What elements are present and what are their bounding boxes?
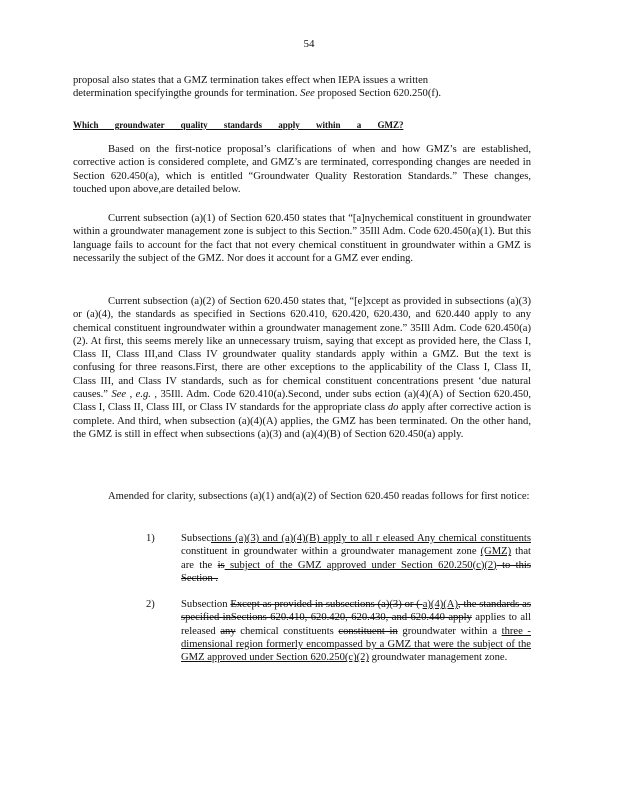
text-run: constituent in groundwater within a groundwater management zone (181, 546, 481, 558)
paragraph-4: Amended for clarity, subsections (a)(1) and(a)(2) of Section 620.450 readas follows for first notice: (108, 491, 530, 502)
deleted-text: Except as provided in subsections (a)(3) or ( (230, 599, 423, 611)
text-run: that are the (181, 546, 531, 571)
deleted-text: , the standards as specified inSections 620.410, 620.420, 620.430, and 620.440 apply (181, 599, 531, 624)
see-signal: See (111, 389, 127, 401)
inserted-text: tions (a)(3) and (a)(4)(B) apply to all r eleased Any chemical constituents (211, 533, 531, 544)
deleted-text: is (217, 559, 225, 571)
text-run: Subsection (181, 599, 231, 611)
inserted-text: (GMZ) (480, 546, 512, 558)
deleted-text: to this Section . (181, 559, 531, 584)
page-number: 54 (303, 38, 315, 50)
amended-list (146, 532, 531, 665)
intro-citation: proposed Section 620.250(f). (314, 88, 442, 100)
text-run: Subsec (181, 533, 212, 544)
inserted-text: a)(4)(A) (422, 599, 458, 611)
text-run: groundwater management zone. (369, 652, 508, 664)
item-1-number: 1) (146, 533, 155, 544)
inserted-text: three -dimensional region formerly encompassed by a GMZ that were the subject of the GMZ approved under Section 620.250(c)(2) (181, 625, 531, 664)
item-2-number: 2) (146, 599, 155, 611)
text-run: chemical constituents (235, 625, 339, 637)
item-2-text (181, 598, 531, 664)
paragraph-3-text-c: apply after corrective action is complete. And third, when subsection (a)(4)(A) applies, the GMZ has been terminated. On the other hand, the GMZ is still in effect when subsections (a)(3) and (a)(4)(B) of Section 620.450(a) apply. (73, 402, 531, 440)
deleted-text: constituent in (338, 625, 398, 637)
paragraph-1: Based on the first-notice proposal’s clarifications of when and how GMZ’s are established, corrective action is considered complete, and GMZ’s are terminated, corresponding changes are needed in Section 620.450(a), which is entitled “Groundwater Quality Restoration Standards.” These changes, touched upon above,are detailed below. (73, 144, 531, 195)
intro-text: determination specifyingthe grounds for termination. (73, 88, 298, 100)
section-heading (73, 119, 403, 132)
eg-signal: e.g. (135, 389, 151, 401)
paragraph-2: Current subsection (a)(1) of Section 620.450 states that “[a]nychemical constituent in groundwater within a groundwater management zone is subject to this Section.” 35Ill Adm. Code 620.450(a)(1). But this language fails to account for the fact that not every chemical constituent in groundwater within a GMZ is necessarily the subject of the GMZ. Nor does it account for a GMZ ever ending. (73, 213, 531, 264)
item-1-text (181, 532, 531, 585)
emphasis-do: do (387, 402, 399, 414)
list-item-2 (146, 598, 531, 664)
inserted-text: subject of the GMZ approved under Section 620.250(c)(2) (224, 559, 497, 571)
see-signal: See (300, 88, 315, 100)
list-item-1 (146, 532, 531, 585)
intro-paragraph (73, 74, 531, 101)
text-run: applies to all released (181, 612, 531, 637)
paragraph-3-text-b: , 35Ill. Adm. Code 620.410(a).Second, under subs ection (a)(4)(A) of Section 620.450, Class I, Class II, Class III, or Class IV standards for the appropriate class (73, 389, 532, 414)
section-heading-text: Which groundwater quality standards apply within a GMZ? (73, 120, 404, 130)
deleted-text: any (220, 625, 236, 637)
paragraph-3: Current subsection (a)(2) of Section 620.450 states that, “[e]xcept as provided in subsections (a)(3) or (a)(4), the standards as specified in Sections 620.410, 620.420, 620.430, and 620.440 apply to any chemical constituent ingroundwater within a groundwater management zone.” 35Ill Adm. Code 620.450(a)(2). At first, this seems merely like an unnecessary truism, saying that except as provided here, the Class I, Class II, Class III,and Class IV groundwater quality standards apply within a GMZ. But the text is confusing for three reasons.First, there are other exceptions to the applicability of the Class I, Class II, Class III, and Class IV standards, such as for chemical constituent concentrations present ‘due natural causes.” See , e.g. , 35Ill. Adm. Code 620.410(a).Second, under subs ection (a)(4)(A) of Section 620.450, Class I, Class II, Class III, or Class IV standards for the appropriate class do apply after corrective action is complete. And third, when subsection (a)(4)(A) applies, the GMZ has been terminated. On the other hand, the GMZ is still in effect when subsections (a)(3) and (a)(4)(B) of Section 620.450(a) apply. (73, 296, 532, 440)
text-run: groundwater within a (397, 625, 502, 637)
intro-line-1: proposal also states that a GMZ termination takes effect when IEPA issues a written (73, 75, 429, 86)
intro-line-2 (73, 87, 531, 100)
paragraph-3-text-a: Current subsection (a)(2) of Section 620.450 states that, “[e]xcept as provided in subsections (a)(3) or (a)(4), the standards as specified in Sections 620.410, 620.420, 620.430, and 620.440 apply to any chemical constituent ingroundwater within a groundwater management zone.” 35Ill Adm. Code 620.450(a)(2). At first, this seems merely like an unnecessary truism, saying that except as provided here, the Class I, Class II, Class III,and Class IV groundwater quality standards apply within a GMZ. But the text is confusing for three reasons.First, there are other exceptions to the applicability of the Class I, Class II, Class III, and Class IV standards, such as for chemical constituent concentrations present ‘due natural causes.” (73, 296, 531, 401)
